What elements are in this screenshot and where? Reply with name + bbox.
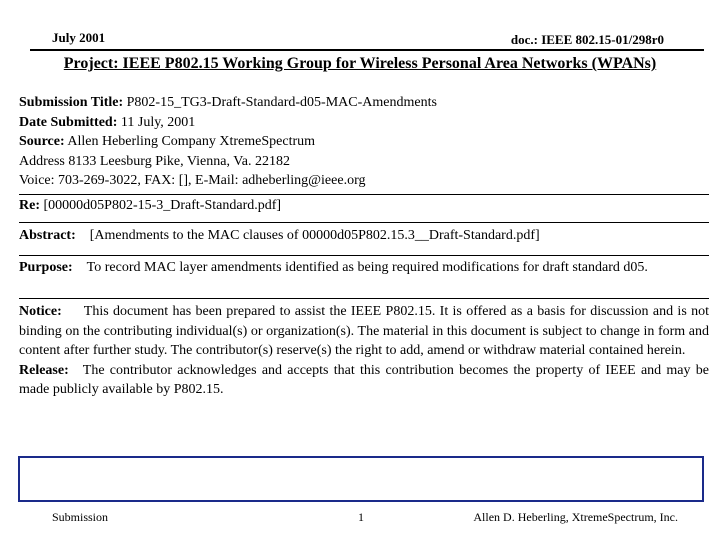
footer-page-number: 1	[358, 510, 364, 524]
notice-label: Notice:	[19, 304, 62, 319]
footer-submission: Submission	[52, 510, 109, 524]
address-line: Address 8133 Leesburg Pike, Vienna, Va. 22182	[19, 153, 290, 169]
footer-author: Allen D. Heberling, XtremeSpectrum, Inc.	[473, 510, 678, 524]
divider	[19, 194, 709, 195]
re-value: [00000d05P802-15-3_Draft-Standard.pdf]	[43, 198, 282, 213]
header-date: July 2001	[52, 30, 106, 45]
submission-block	[19, 93, 709, 191]
release-value: The contributor acknowledges and accepts that this contribution becomes the property of IEEE and may be made publicly available by P802.15.	[19, 362, 709, 397]
release-label: Release:	[19, 362, 69, 378]
re-line	[19, 196, 709, 216]
project-title: Project: IEEE P802.15 Working Group for Wireless Personal Area Networks (WPANs)	[63, 55, 657, 72]
submission-title-label: Submission Title:	[19, 95, 124, 110]
source-label: Source:	[19, 134, 65, 149]
header-rule	[30, 49, 704, 51]
date-submitted-value: 11 July, 2001	[120, 114, 196, 130]
submission-title-value: P802-15_TG3-Draft-Standard-d05-MAC-Amendments	[126, 95, 437, 110]
voice-line: Voice: 703-269-3022, FAX: [], E-Mail: adheberling@ieee.org	[19, 173, 366, 188]
purpose-value: To record MAC layer amendments identified as being required modifications for draft standard d05.	[86, 260, 648, 275]
divider	[19, 255, 709, 256]
re-label: Re:	[19, 198, 40, 213]
notice-paragraph	[19, 302, 709, 361]
abstract-value: [Amendments to the MAC clauses of 00000d05P802.15.3__Draft-Standard.pdf]	[89, 228, 540, 243]
divider	[19, 222, 709, 223]
abstract-label: Abstract:	[19, 228, 76, 243]
release-paragraph	[19, 361, 709, 400]
purpose-block	[19, 258, 709, 278]
header-doc-id: doc.: IEEE 802.15-01/298r0	[510, 32, 664, 47]
submission-title-line	[19, 93, 709, 113]
purpose-label: Purpose:	[19, 260, 73, 275]
empty-bordered-box	[18, 456, 704, 502]
source-line	[19, 132, 709, 152]
source-value: Allen Heberling Company XtremeSpectrum	[67, 134, 316, 149]
date-submitted-line	[19, 113, 709, 133]
abstract-line	[19, 226, 709, 246]
date-submitted-label: Date Submitted:	[19, 114, 118, 130]
notice-release-block	[19, 302, 709, 400]
notice-value: This document has been prepared to assist the IEEE P802.15. It is offered as a basis for discussion and is not binding on the contributing individual(s) or organization(s). The material in this document is subject to change in form and content after further study. The contributor(s) reserve(s) the right to add, amend or withdraw material contained herein.	[19, 304, 709, 358]
divider	[19, 298, 709, 299]
